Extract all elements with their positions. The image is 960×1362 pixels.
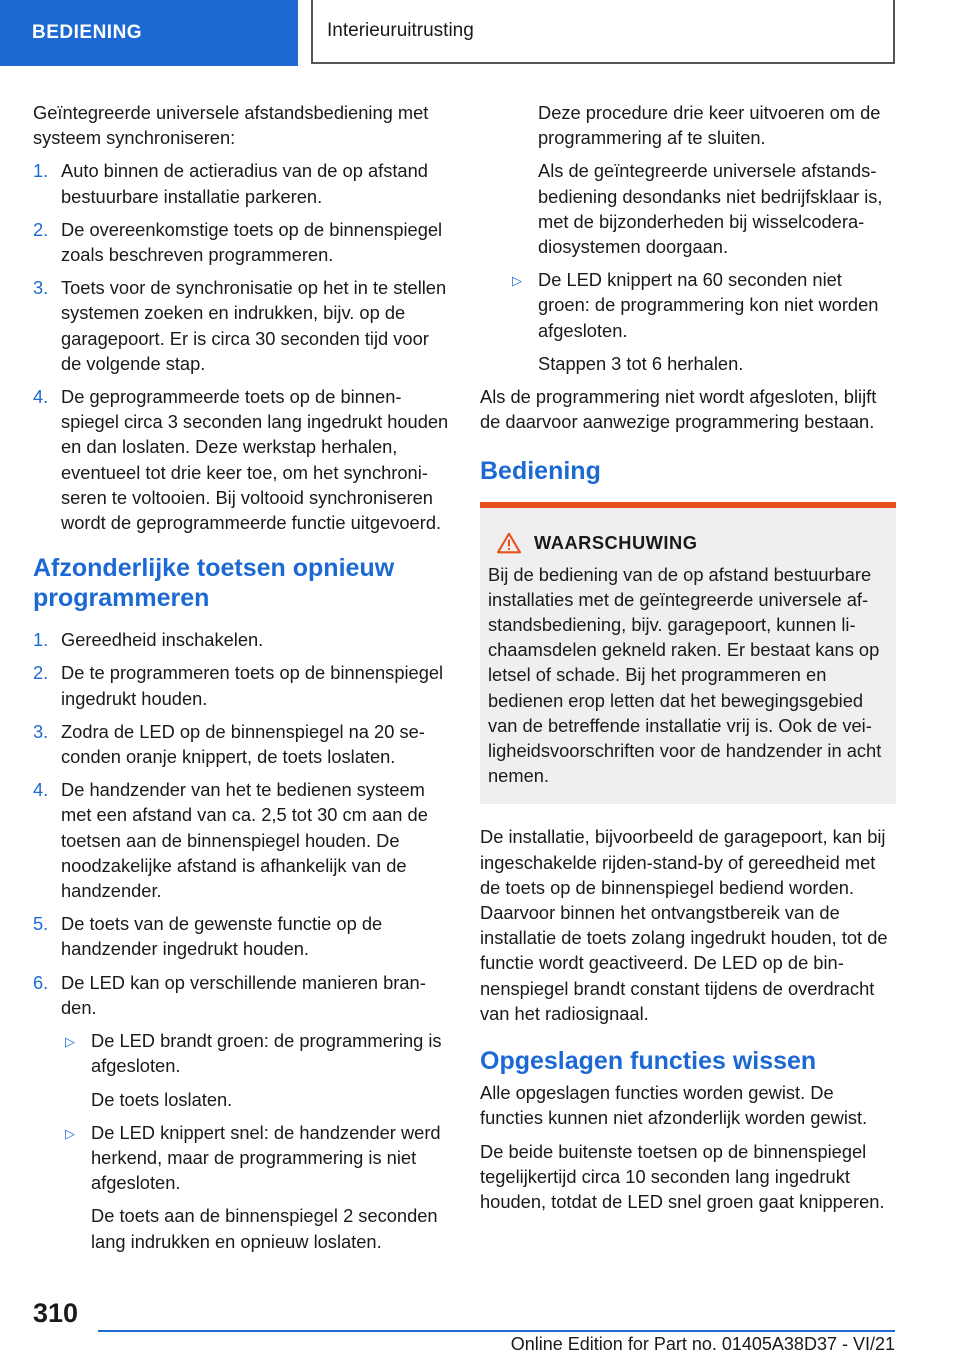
paragraph: Als de programmering niet wordt afgesloten, blijft de daarvoor aanwezige programmering bestaan. bbox=[480, 386, 877, 433]
list-item bbox=[33, 275, 453, 376]
step-text: Toets voor de synchronisatie op het in te stellen systemen zoeken en indrukken, bijv. op de garagepoort. Er is circa 30 seconden tijd voor de volgende stap. bbox=[61, 277, 447, 374]
step-number: 1. bbox=[33, 629, 49, 651]
step-number: 1. bbox=[33, 160, 49, 182]
section-heading: Opgeslagen functies wissen bbox=[480, 1047, 817, 1076]
bullet-text: De LED knippert snel: de handzender werd herkend, maar de programmering is niet afgesloten. bbox=[91, 1121, 441, 1194]
step-text: De LED kan op verschillende manieren branden. bbox=[61, 971, 426, 1018]
section-tab: BEDIENING bbox=[0, 0, 298, 66]
list-item bbox=[33, 777, 453, 903]
page-number: 310 bbox=[33, 1298, 79, 1328]
warning-text: Bij de bediening van de op afstand bestuurbare installaties met de geïntegreerde universele afstandsbediening, bijv. garagepoort, kunnen lichaamsdelen gekneld raken. Er bestaat kans op letsel of schade. Bij het programmeren en bedienen erop letten dat het bewegingsgebied van de betreffende installatie vrij is. Ook de veiligheidsvoorschriften voor de handzender in acht nemen. bbox=[488, 563, 882, 787]
step-text: De geprogrammeerde toets op de binnenspiegel circa 3 seconden lang ingedrukt houden en dan loslaten. Deze werkstap herhalen, eventueel tot drie keer toe, om het synchroniseren te voltooien. Bij voltooid synchroniseren wordt de geprogrammeerde functie uitgevoerd. bbox=[61, 386, 449, 534]
section-heading: Bediening bbox=[480, 457, 601, 486]
step-number: 2. bbox=[33, 218, 49, 240]
page-header bbox=[0, 0, 960, 66]
paragraph: De installatie, bijvoorbeeld de garagepoort, kan bij ingeschakelde rijden-stand-by of gereedheid met de toets op de binnenspiegel bediend worden. Daarvoor binnen het ontvangstbereik van de installatie de toets zolang ingedrukt houden, tot de functie wordt geactiveerd. De LED op de binnenspiegel brandt constant tijdens de overdracht van het radiosignaal. bbox=[480, 826, 888, 1024]
triangle-bullet-icon: ▷ bbox=[512, 273, 522, 289]
list-item bbox=[61, 1120, 453, 1254]
warning-box bbox=[480, 502, 896, 804]
step-text: De te programmeren toets op de binnenspiegel ingedrukt houden. bbox=[61, 662, 444, 709]
list-item bbox=[33, 719, 453, 769]
intro-text: Geïntegreerde universele afstandsbediening met systeem synchroniseren: bbox=[33, 102, 429, 149]
list-item bbox=[33, 911, 453, 961]
reprogram-steps bbox=[33, 627, 453, 1253]
step-number: 5. bbox=[33, 913, 49, 935]
step-number: 4. bbox=[33, 779, 49, 801]
list-item bbox=[508, 267, 896, 376]
list-item bbox=[33, 217, 453, 267]
list-item bbox=[61, 1028, 453, 1112]
step-number: 3. bbox=[33, 277, 49, 299]
warning-triangle-icon bbox=[494, 532, 524, 554]
triangle-bullet-icon: ▷ bbox=[65, 1034, 75, 1050]
step-text: Gereedheid inschakelen. bbox=[61, 629, 264, 651]
sync-steps bbox=[33, 158, 453, 535]
bullet-subtext: De toets aan de binnenspiegel 2 seconden lang indrukken en opnieuw loslaten. bbox=[91, 1205, 438, 1252]
list-item bbox=[33, 660, 453, 710]
list-item bbox=[33, 158, 453, 208]
warning-label: WAARSCHUWING bbox=[534, 532, 698, 554]
step-number: 2. bbox=[33, 662, 49, 684]
section-heading: Afzonderlijke toetsen opnieuw programmeren bbox=[33, 554, 395, 613]
bullet-text: De LED brandt groen: de programmering is afgesloten. bbox=[91, 1030, 442, 1077]
chapter-title: Interieuruitrusting bbox=[311, 0, 895, 64]
paragraph: Alle opgeslagen functies worden gewist. De functies kunnen niet afzonderlijk worden gewist. bbox=[480, 1082, 868, 1129]
edition-text: Online Edition for Part no. 01405A38D37 - VI/21 bbox=[510, 1334, 895, 1354]
bullet-subtext: De toets loslaten. bbox=[91, 1088, 233, 1110]
step-number: 3. bbox=[33, 720, 49, 742]
step-text: De toets van de gewenste functie op de handzender ingedrukt houden. bbox=[61, 913, 383, 960]
step-number: 6. bbox=[33, 971, 49, 993]
continued-text: Als de geïntegreerde universele afstandsbediening desondanks niet bedrijfsklaar is, met de bijzonderheden bij wisselcoderadiosystemen doorgaan. bbox=[538, 160, 883, 258]
continued-text: Deze procedure drie keer uitvoeren om de programmering af te sluiten. bbox=[538, 102, 881, 149]
bullet-text: De LED knippert na 60 seconden niet groen: de programmering kon niet worden afgesloten. bbox=[538, 269, 879, 341]
left-column bbox=[33, 100, 453, 1262]
footer-divider bbox=[98, 1330, 895, 1332]
step-text: Auto binnen de actieradius van de op afstand bestuurbare installatie parkeren. bbox=[61, 160, 428, 207]
paragraph: De beide buitenste toetsen op de binnenspiegel tegelijkertijd circa 10 seconden lang ingedrukt houden, totdat de LED snel groen gaat knipperen. bbox=[480, 1140, 885, 1212]
bullet-subtext: Stappen 3 tot 6 herhalen. bbox=[538, 352, 744, 374]
led-bullets bbox=[61, 1028, 453, 1254]
list-item bbox=[33, 384, 453, 535]
triangle-bullet-icon: ▷ bbox=[65, 1125, 75, 1141]
step-text: De overeenkomstige toets op de binnenspiegel zoals beschreven programmeren. bbox=[61, 218, 443, 266]
step-text: De handzender van het te bedienen systeem met een afstand van ca. 2,5 tot 30 cm aan de toetsen aan de binnenspiegel houden. De noodzakelijke afstand is afhankelijk van de handzender. bbox=[61, 779, 428, 902]
right-bullets bbox=[480, 267, 896, 376]
right-column bbox=[480, 100, 896, 1222]
step-text: Zodra de LED op de binnenspiegel na 20 seconden oranje knippert, de toets loslaten. bbox=[61, 720, 425, 768]
list-item bbox=[33, 970, 453, 1254]
warning-title bbox=[488, 530, 886, 555]
list-item bbox=[33, 627, 453, 652]
step-number: 4. bbox=[33, 386, 49, 408]
